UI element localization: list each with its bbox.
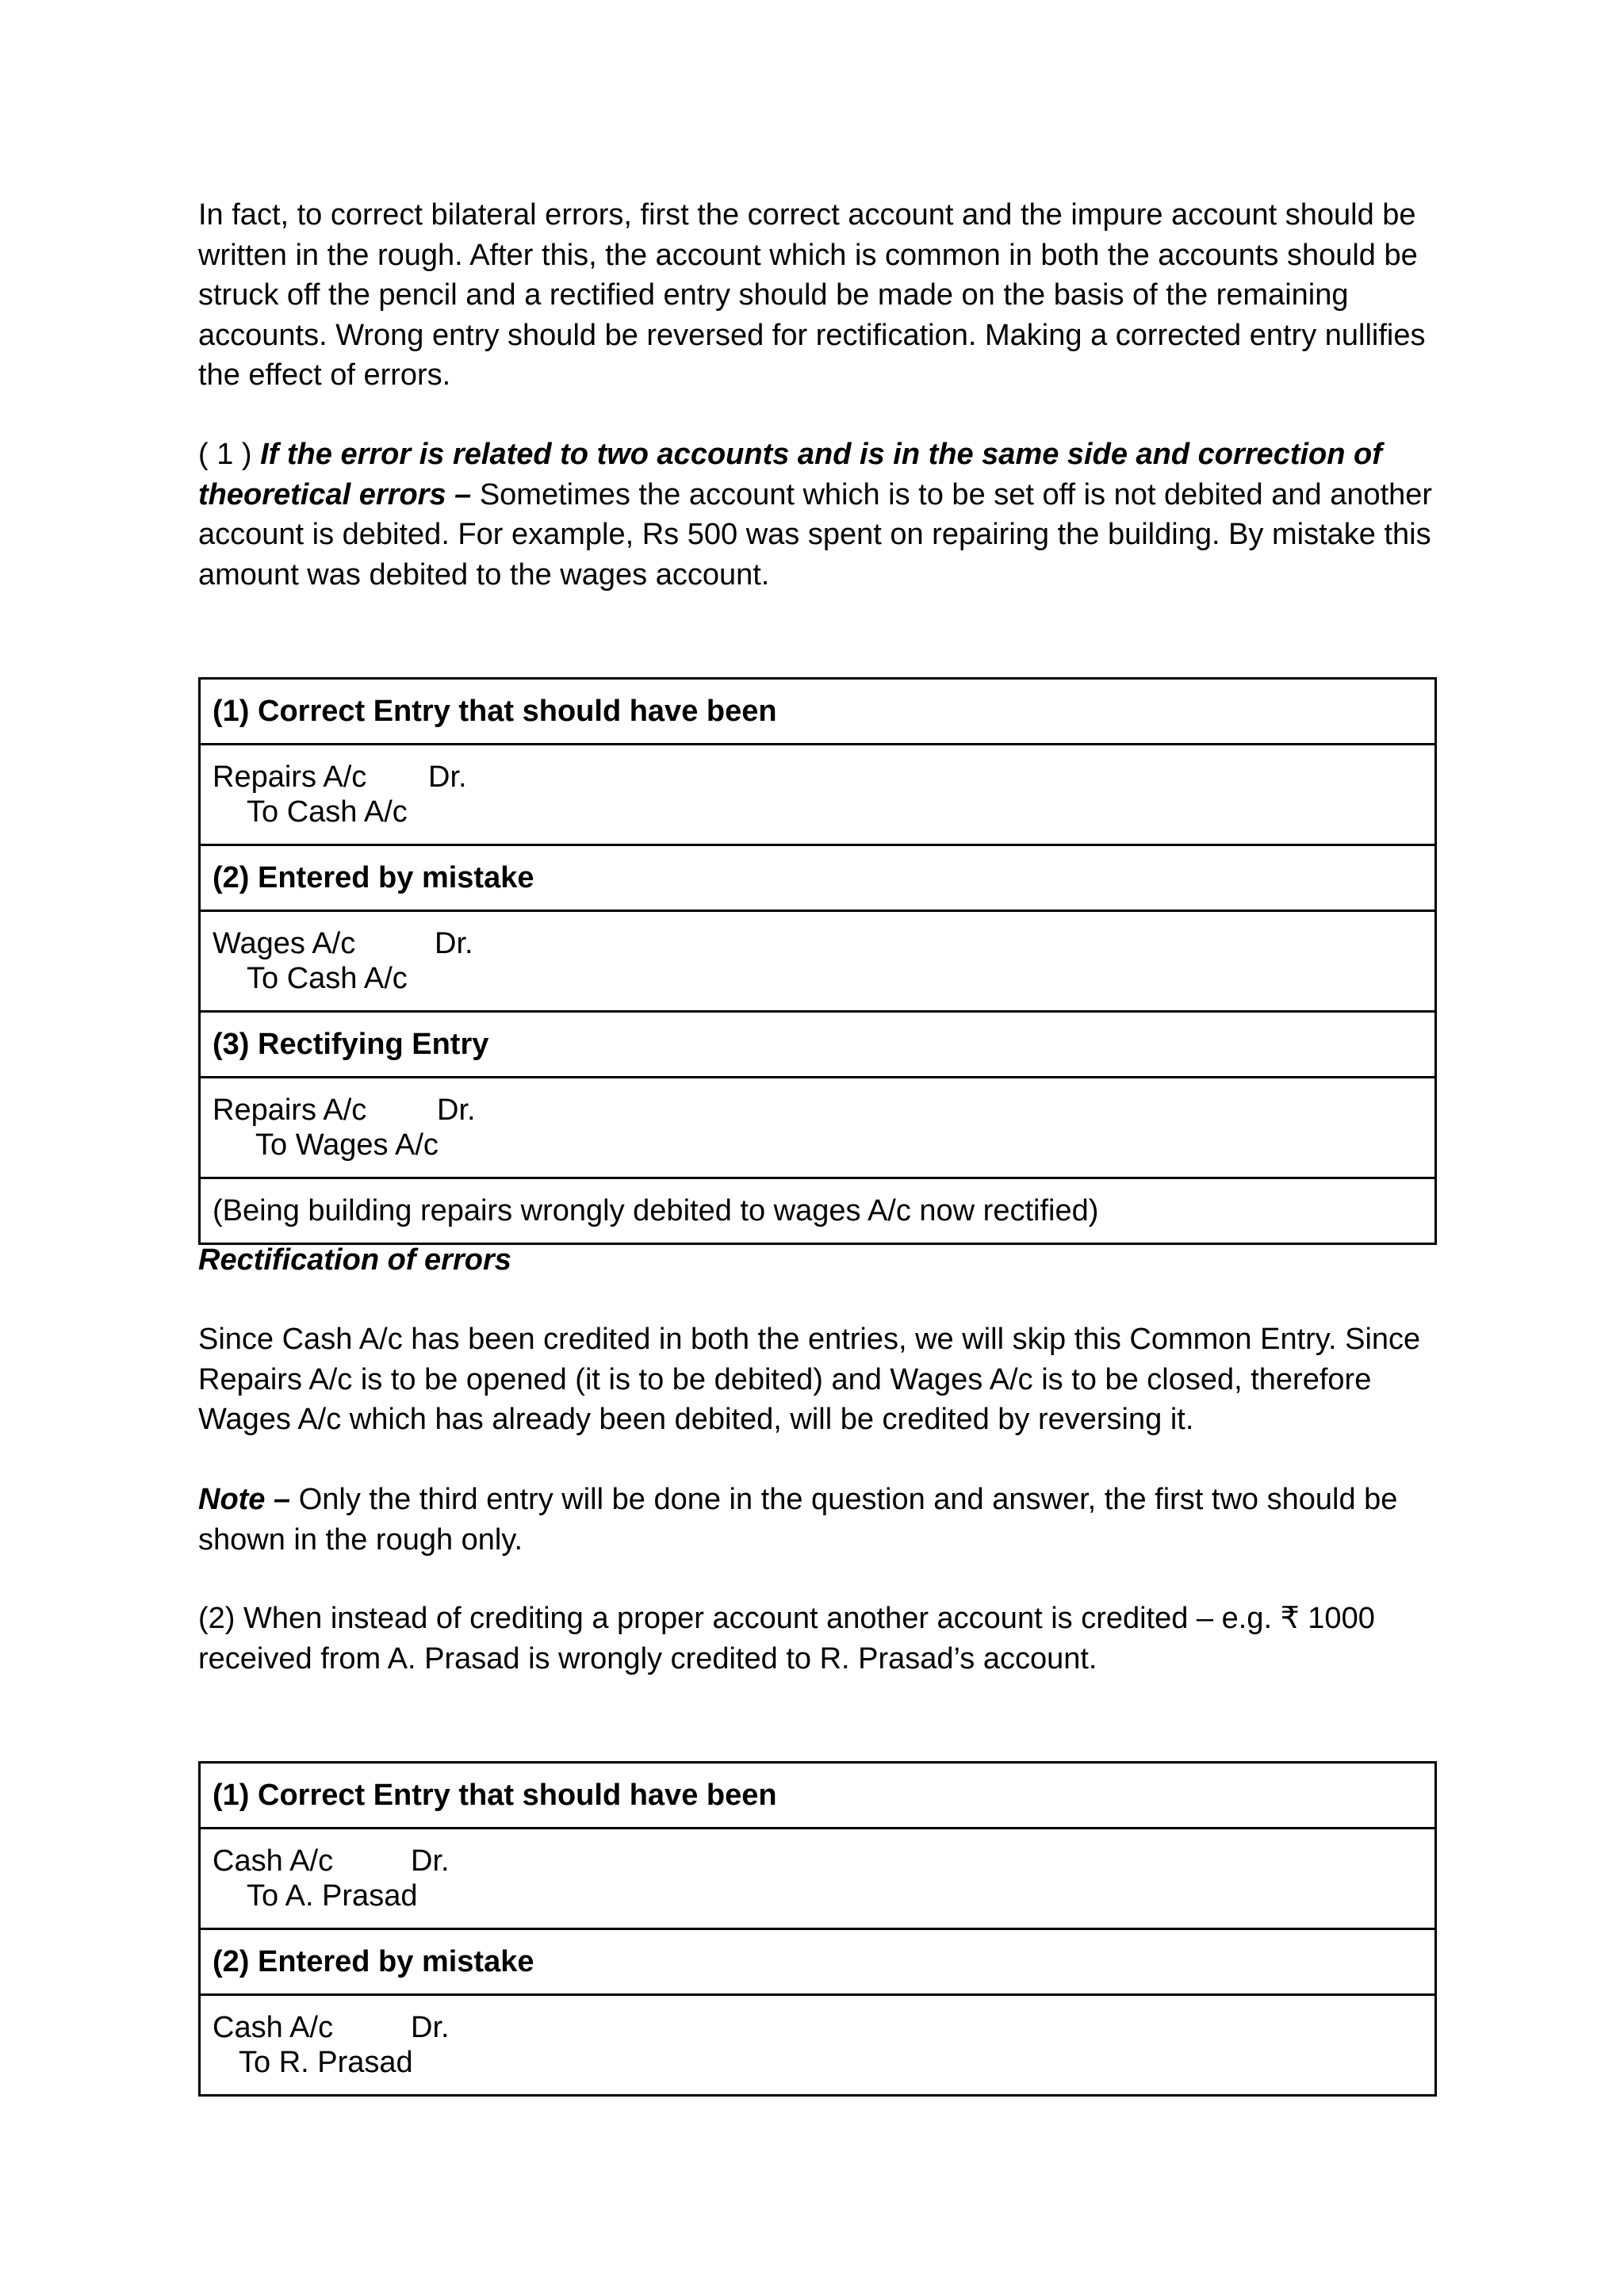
journal-table-2 <box>198 1761 1437 2097</box>
correct-entry-heading: (1) Correct Entry that should have been <box>200 1763 1436 1829</box>
intro-paragraph: In fact, to correct bilateral errors, first the correct account and the impure account should be written in the rough. After this, the account which is common in both the accounts should be struck off the pencil and a rectified entry should be made on the basis of the remaining accounts. Wrong entry should be reversed for rectification. Making a corrected entry nullifies the effect of errors. <box>198 198 1426 392</box>
debit-account: Cash A/c <box>213 2011 334 2044</box>
case1-text: Sometimes the account which is to be set off is not debited and another account is debited. For example, Rs 500 was spent on repairing the building. By mistake this amount was debited to the wages account. <box>198 477 1433 592</box>
case1-paragraph <box>198 435 1435 595</box>
table-row <box>200 1763 1436 1829</box>
case2-paragraph: (2) When instead of crediting a proper account another account is credited – e.g. ₹ 1000 received from A. Prasad is wrongly credited to R. Prasad’s account. <box>198 1602 1375 1676</box>
correct-entry-cell <box>200 745 1436 845</box>
credit-account: To R. Prasad <box>239 2046 413 2079</box>
rectification-heading: Rectification of errors <box>198 1243 511 1277</box>
case1-number: ( 1 ) <box>198 438 261 471</box>
note-label: Note – <box>198 1483 291 1516</box>
mistake-entry-heading: (2) Entered by mistake <box>200 845 1436 911</box>
credit-account: To A. Prasad <box>247 1879 418 1913</box>
table-row <box>200 1078 1436 1178</box>
debit-account: Repairs A/c <box>213 760 367 794</box>
rectifying-entry-cell <box>200 1078 1436 1178</box>
case1-heading: If the error is related to two accounts and is in the same side and correction of theoretical errors – <box>198 438 1382 511</box>
debit-line <box>213 760 1423 795</box>
debit-account: Repairs A/c <box>213 1093 367 1127</box>
journal-table-1 <box>198 677 1437 1245</box>
dr-label: Dr. <box>435 927 473 960</box>
mistake-entry-cell <box>200 911 1436 1012</box>
narration-cell: (Being building repairs wrongly debited to wages A/c now rectified) <box>200 1178 1436 1244</box>
credit-account: To Wages A/c <box>255 1128 439 1162</box>
dr-label: Dr. <box>411 1844 450 1878</box>
dr-label: Dr. <box>437 1093 476 1127</box>
note-text: Only the third entry will be done in the question and answer, the first two should be shown in the rough only. <box>198 1483 1398 1557</box>
dr-label: Dr. <box>411 2011 450 2044</box>
dr-label: Dr. <box>428 760 467 794</box>
debit-line <box>213 1844 1423 1878</box>
explanation-paragraph: Since Cash A/c has been credited in both the entries, we will skip this Common Entry. Since Repairs A/c is to be opened (it is to be debited) and Wages A/c is to be closed, therefore Wages A/c which has already been debited, will be credited by reversing it. <box>198 1323 1421 1436</box>
table-row <box>200 679 1436 745</box>
table-row <box>200 1995 1436 2096</box>
debit-line <box>213 2010 1423 2045</box>
debit-account: Cash A/c <box>213 1844 334 1878</box>
credit-account: To Cash A/c <box>247 795 408 829</box>
table-row <box>200 1929 1436 1995</box>
correct-entry-cell <box>200 1829 1436 1929</box>
table-row <box>200 845 1436 911</box>
mistake-entry-cell <box>200 1995 1436 2096</box>
debit-line <box>213 926 1423 961</box>
table-row <box>200 1178 1436 1244</box>
correct-entry-heading: (1) Correct Entry that should have been <box>200 679 1436 745</box>
table-row <box>200 745 1436 845</box>
table-row <box>200 1829 1436 1929</box>
mistake-entry-heading: (2) Entered by mistake <box>200 1929 1436 1995</box>
table-row <box>200 911 1436 1012</box>
debit-line <box>213 1093 1423 1128</box>
table-row <box>200 1012 1436 1078</box>
debit-account: Wages A/c <box>213 927 356 960</box>
rectifying-entry-heading: (3) Rectifying Entry <box>200 1012 1436 1078</box>
credit-account: To Cash A/c <box>247 962 408 995</box>
note-paragraph <box>198 1480 1435 1560</box>
